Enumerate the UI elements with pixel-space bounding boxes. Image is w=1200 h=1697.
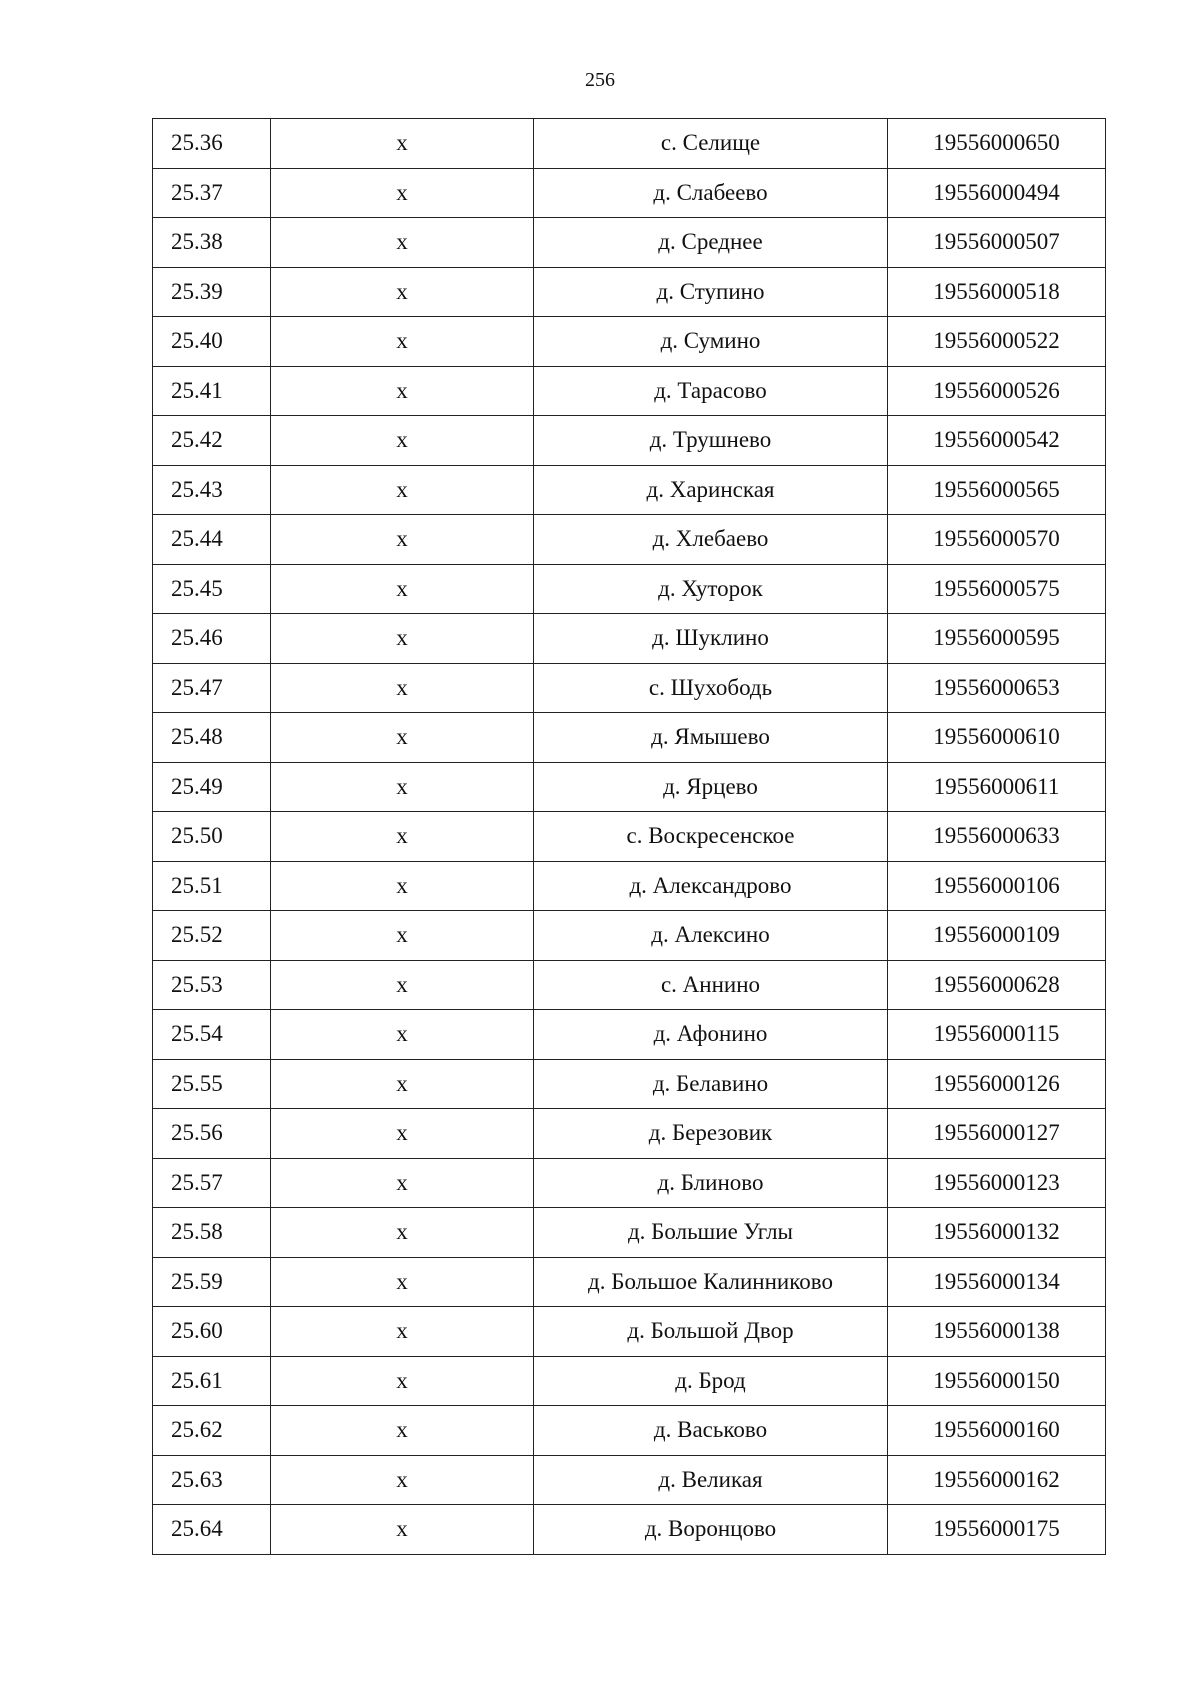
code-cell: 19556000653 <box>888 663 1106 713</box>
mark-cell: x <box>271 762 534 812</box>
mark-cell: x <box>271 1208 534 1258</box>
code-cell: 19556000611 <box>888 762 1106 812</box>
code-cell: 19556000138 <box>888 1307 1106 1357</box>
code-cell: 19556000109 <box>888 911 1106 961</box>
row-number-cell: 25.58 <box>153 1208 271 1258</box>
table-row <box>153 1059 1106 1109</box>
settlement-name-cell: д. Алексино <box>534 911 888 961</box>
code-cell: 19556000175 <box>888 1505 1106 1555</box>
mark-cell: x <box>271 267 534 317</box>
code-cell: 19556000522 <box>888 317 1106 367</box>
mark-cell: x <box>271 1505 534 1555</box>
settlement-name-cell: д. Большие Углы <box>534 1208 888 1258</box>
row-number-cell: 25.60 <box>153 1307 271 1357</box>
code-cell: 19556000633 <box>888 812 1106 862</box>
row-number-cell: 25.43 <box>153 465 271 515</box>
settlement-name-cell: д. Сумино <box>534 317 888 367</box>
table-body <box>153 119 1106 1555</box>
mark-cell: x <box>271 218 534 268</box>
settlement-name-cell: д. Шуклино <box>534 614 888 664</box>
code-cell: 19556000132 <box>888 1208 1106 1258</box>
row-number-cell: 25.54 <box>153 1010 271 1060</box>
mark-cell: x <box>271 663 534 713</box>
mark-cell: x <box>271 1109 534 1159</box>
mark-cell: x <box>271 465 534 515</box>
code-cell: 19556000650 <box>888 119 1106 169</box>
mark-cell: x <box>271 1158 534 1208</box>
code-cell: 19556000106 <box>888 861 1106 911</box>
settlement-name-cell: д. Ступино <box>534 267 888 317</box>
settlement-name-cell: д. Среднее <box>534 218 888 268</box>
table-row <box>153 1158 1106 1208</box>
settlement-name-cell: с. Аннино <box>534 960 888 1010</box>
table-row <box>153 911 1106 961</box>
table-row <box>153 119 1106 169</box>
code-cell: 19556000507 <box>888 218 1106 268</box>
mark-cell: x <box>271 317 534 367</box>
mark-cell: x <box>271 1059 534 1109</box>
table-row <box>153 1109 1106 1159</box>
row-number-cell: 25.56 <box>153 1109 271 1159</box>
code-cell: 19556000494 <box>888 168 1106 218</box>
row-number-cell: 25.59 <box>153 1257 271 1307</box>
table-row <box>153 812 1106 862</box>
code-cell: 19556000575 <box>888 564 1106 614</box>
code-cell: 19556000150 <box>888 1356 1106 1406</box>
settlement-name-cell: д. Харинская <box>534 465 888 515</box>
row-number-cell: 25.49 <box>153 762 271 812</box>
mark-cell: x <box>271 1307 534 1357</box>
row-number-cell: 25.39 <box>153 267 271 317</box>
table-row <box>153 515 1106 565</box>
settlement-name-cell: д. Великая <box>534 1455 888 1505</box>
settlement-name-cell: д. Васьково <box>534 1406 888 1456</box>
settlement-name-cell: д. Хлебаево <box>534 515 888 565</box>
row-number-cell: 25.47 <box>153 663 271 713</box>
settlement-name-cell: д. Воронцово <box>534 1505 888 1555</box>
mark-cell: x <box>271 614 534 664</box>
mark-cell: x <box>271 911 534 961</box>
row-number-cell: 25.52 <box>153 911 271 961</box>
code-cell: 19556000595 <box>888 614 1106 664</box>
code-cell: 19556000542 <box>888 416 1106 466</box>
mark-cell: x <box>271 119 534 169</box>
settlement-name-cell: с. Селище <box>534 119 888 169</box>
code-cell: 19556000570 <box>888 515 1106 565</box>
row-number-cell: 25.40 <box>153 317 271 367</box>
row-number-cell: 25.48 <box>153 713 271 763</box>
row-number-cell: 25.37 <box>153 168 271 218</box>
settlement-name-cell: д. Александрово <box>534 861 888 911</box>
row-number-cell: 25.44 <box>153 515 271 565</box>
settlement-name-cell: д. Хуторок <box>534 564 888 614</box>
code-cell: 19556000526 <box>888 366 1106 416</box>
mark-cell: x <box>271 416 534 466</box>
table-row <box>153 1406 1106 1456</box>
table-row <box>153 168 1106 218</box>
mark-cell: x <box>271 168 534 218</box>
row-number-cell: 25.45 <box>153 564 271 614</box>
settlements-table <box>152 118 1106 1555</box>
code-cell: 19556000115 <box>888 1010 1106 1060</box>
table-row <box>153 416 1106 466</box>
code-cell: 19556000610 <box>888 713 1106 763</box>
settlement-name-cell: д. Березовик <box>534 1109 888 1159</box>
table-row <box>153 1010 1106 1060</box>
mark-cell: x <box>271 812 534 862</box>
table-row <box>153 1356 1106 1406</box>
mark-cell: x <box>271 515 534 565</box>
row-number-cell: 25.57 <box>153 1158 271 1208</box>
settlement-name-cell: д. Ярцево <box>534 762 888 812</box>
mark-cell: x <box>271 1406 534 1456</box>
row-number-cell: 25.61 <box>153 1356 271 1406</box>
table-row <box>153 762 1106 812</box>
table-row <box>153 1208 1106 1258</box>
table-row <box>153 564 1106 614</box>
page-number: 256 <box>585 69 615 91</box>
row-number-cell: 25.63 <box>153 1455 271 1505</box>
settlement-name-cell: д. Тарасово <box>534 366 888 416</box>
code-cell: 19556000162 <box>888 1455 1106 1505</box>
row-number-cell: 25.36 <box>153 119 271 169</box>
row-number-cell: 25.42 <box>153 416 271 466</box>
settlement-name-cell: д. Брод <box>534 1356 888 1406</box>
settlement-name-cell: с. Шухободь <box>534 663 888 713</box>
table-row <box>153 1505 1106 1555</box>
settlement-name-cell: с. Воскресенское <box>534 812 888 862</box>
row-number-cell: 25.53 <box>153 960 271 1010</box>
code-cell: 19556000565 <box>888 465 1106 515</box>
row-number-cell: 25.64 <box>153 1505 271 1555</box>
code-cell: 19556000127 <box>888 1109 1106 1159</box>
table-row <box>153 614 1106 664</box>
mark-cell: x <box>271 960 534 1010</box>
code-cell: 19556000126 <box>888 1059 1106 1109</box>
table-row <box>153 1307 1106 1357</box>
code-cell: 19556000134 <box>888 1257 1106 1307</box>
mark-cell: x <box>271 713 534 763</box>
table-row <box>153 317 1106 367</box>
table-row <box>153 861 1106 911</box>
settlement-name-cell: д. Блиново <box>534 1158 888 1208</box>
settlement-name-cell: д. Большое Калинниково <box>534 1257 888 1307</box>
table-row <box>153 366 1106 416</box>
row-number-cell: 25.51 <box>153 861 271 911</box>
mark-cell: x <box>271 861 534 911</box>
settlement-name-cell: д. Ямышево <box>534 713 888 763</box>
code-cell: 19556000518 <box>888 267 1106 317</box>
mark-cell: x <box>271 1455 534 1505</box>
settlement-name-cell: д. Большой Двор <box>534 1307 888 1357</box>
mark-cell: x <box>271 1257 534 1307</box>
table-row <box>153 267 1106 317</box>
code-cell: 19556000628 <box>888 960 1106 1010</box>
settlement-name-cell: д. Слабеево <box>534 168 888 218</box>
row-number-cell: 25.46 <box>153 614 271 664</box>
table-row <box>153 465 1106 515</box>
mark-cell: x <box>271 366 534 416</box>
mark-cell: x <box>271 1010 534 1060</box>
table-row <box>153 713 1106 763</box>
code-cell: 19556000123 <box>888 1158 1106 1208</box>
settlement-name-cell: д. Афонино <box>534 1010 888 1060</box>
row-number-cell: 25.55 <box>153 1059 271 1109</box>
row-number-cell: 25.62 <box>153 1406 271 1456</box>
mark-cell: x <box>271 1356 534 1406</box>
row-number-cell: 25.50 <box>153 812 271 862</box>
settlement-name-cell: д. Белавино <box>534 1059 888 1109</box>
row-number-cell: 25.38 <box>153 218 271 268</box>
table-row <box>153 960 1106 1010</box>
mark-cell: x <box>271 564 534 614</box>
table-row <box>153 1257 1106 1307</box>
code-cell: 19556000160 <box>888 1406 1106 1456</box>
settlement-name-cell: д. Трушнево <box>534 416 888 466</box>
row-number-cell: 25.41 <box>153 366 271 416</box>
table-row <box>153 663 1106 713</box>
table-row <box>153 1455 1106 1505</box>
table-row <box>153 218 1106 268</box>
